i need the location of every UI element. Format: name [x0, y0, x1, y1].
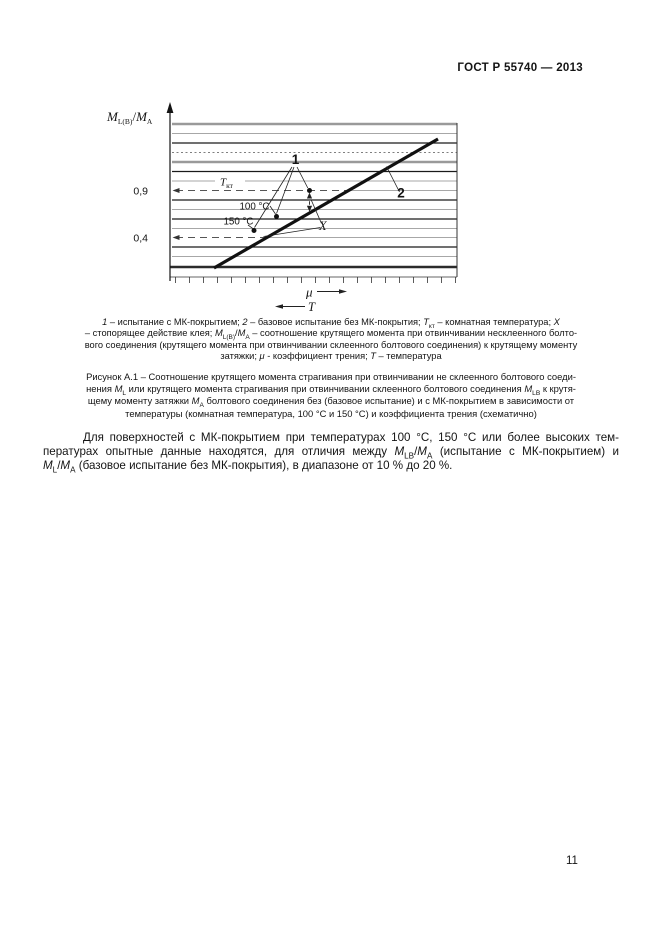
legend-line: 1 – испытание с МК-покрытием; 2 – базовое испытание без МК-покрытия; $T_{кт}$ – комнатная температура; X: [102, 317, 560, 330]
curve1-label: 1: [291, 152, 300, 167]
temp-100-label: 100 °C: [239, 201, 270, 213]
body-paragraph: [43, 431, 619, 472]
curve2-label: 2: [397, 185, 405, 201]
legend-line: затяжки; μ - коэффициент трения; T – температура: [220, 350, 442, 361]
chart-svg: [80, 95, 500, 320]
y-axis-arrow: [167, 102, 174, 113]
legend-line: – стопорящее действие клея; $M_{L(B)}/M_A$ – соотношение крутящего момента при отвинчивании несклеенного болто-: [84, 328, 578, 342]
legend-line: вого соединения (крутящего момента при отвинчивании склеенного болтового соединения) к крутящему моменту: [84, 339, 578, 350]
x-axis-ticks: [176, 277, 456, 283]
caption-line: нения $M_L$ или крутящего момента страгивания при отвинчивании склеенного болтового соединения $M_{LB}$ к крутя-: [86, 383, 576, 398]
body-line: пературах опытные данные находятся, для отличия между $M_{LB}/M_A$ (испытание с МК-покрытием) и: [43, 444, 619, 461]
ytick-04: 0,4: [133, 232, 148, 245]
page-header: ГОСТ Р 55740 — 2013: [457, 62, 583, 74]
figure-legend: [40, 317, 622, 362]
glue-effect-label: X: [319, 219, 327, 233]
ytick-09: 0,9: [133, 185, 148, 198]
body-line: $M_L/M_A$ (базовое испытание без МК-покрытия), в диапазоне от 10 % до 20 %.: [43, 458, 453, 474]
body-line: Для поверхностей с МК-покрытием при температурах 100 °С, 150 °С или более высоких тем-: [83, 431, 619, 444]
figure-a1-chart: [80, 95, 500, 320]
x-axis-t: [275, 300, 316, 314]
room-temp-label: $T_{кт}$: [220, 176, 233, 190]
figure-caption: [40, 371, 622, 420]
chart-frame: [167, 102, 457, 283]
caption-line: температуры (комнатная температура, 100 °С и 150 °С) и коэффициента трения (схематично): [125, 407, 537, 419]
svg-text:μ: μ: [306, 284, 313, 300]
y-axis-title: $M_{L(B)}/M_A$: [107, 109, 153, 126]
x-axis-mu: [305, 285, 347, 300]
svg-text:T: T: [308, 300, 315, 314]
caption-line: Рисунок А.1 – Соотношение крутящего момента страгивания при отвинчивании не склеенного болтового соеди-: [86, 371, 576, 382]
caption-line: щему моменту затяжки $M_A$ болтового соединения без (базовое испытание) и с МК-покрытием в зависимости от: [87, 395, 575, 410]
temp-150-label: 150 °C: [223, 216, 254, 228]
page-number: 11: [566, 855, 578, 867]
